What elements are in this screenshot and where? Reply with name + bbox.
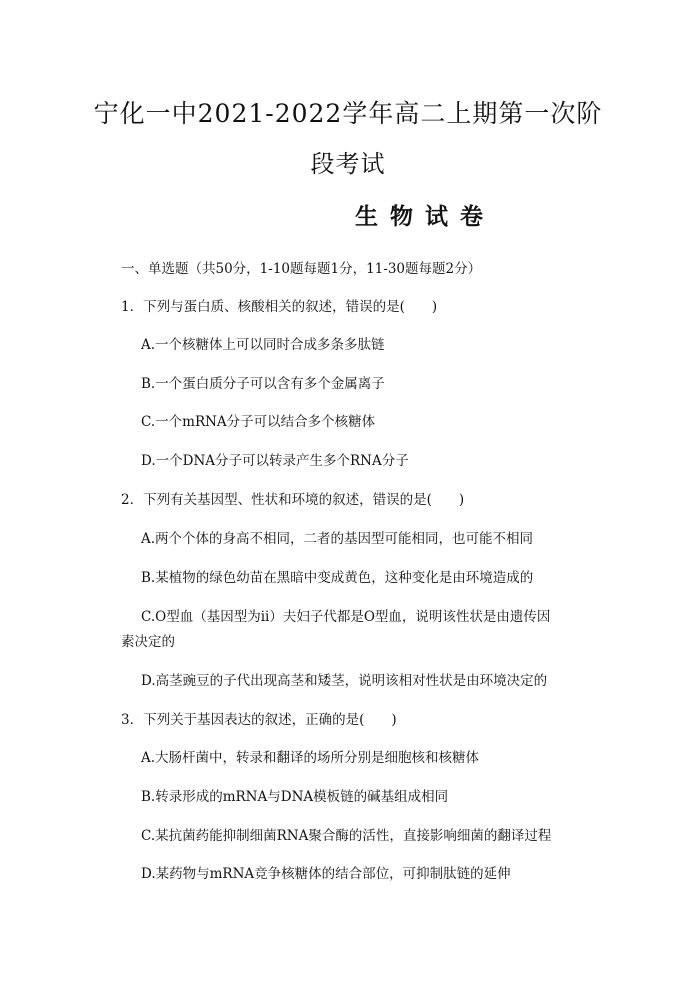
question-3-option-d: D.某药物与mRNA竞争核糖体的结合部位，可抑制肽链的延伸	[141, 866, 511, 882]
question-3-stem: 3．下列关于基因表达的叙述，正确的是( )	[121, 712, 397, 728]
exam-title-line-1: 宁化一中2021-2022学年高二上期第一次阶	[93, 99, 603, 128]
question-3-option-b: B.转录形成的mRNA与DNA模板链的碱基组成相同	[141, 789, 449, 805]
question-2-option-a: A.两个个体的身高不相同，二者的基因型可能相同，也可能不相同	[141, 531, 534, 547]
question-3-option-a: A.大肠杆菌中，转录和翻译的场所分别是细胞核和核糖体	[141, 750, 480, 766]
question-1-option-a: A.一个核糖体上可以同时合成多条多肽链	[141, 337, 385, 353]
section-header: 一、单选题（共50分，1-10题每题1分，11-30题每题2分）	[121, 261, 482, 277]
question-2-option-c: C.O型血（基因型为ii）夫妇子代都是O型血，说明该性状是由遗传因	[141, 609, 551, 625]
question-2-option-c-continuation: 素决定的	[121, 634, 175, 650]
question-2-stem: 2．下列有关基因型、性状和环境的叙述，错误的是( )	[121, 492, 465, 508]
question-1-option-c: C.一个mRNA分子可以结合多个核糖体	[141, 414, 376, 430]
question-2-option-d: D.高茎豌豆的子代出现高茎和矮茎，说明该相对性状是由环境决定的	[141, 673, 548, 689]
question-3-option-c: C.某抗菌药能抑制细菌RNA聚合酶的活性，直接影响细菌的翻译过程	[141, 828, 552, 844]
question-2-option-b: B.某植物的绿色幼苗在黑暗中变成黄色，这种变化是由环境造成的	[141, 570, 534, 586]
question-1-option-d: D.一个DNA分子可以转录产生多个RNA分子	[141, 453, 409, 469]
exam-title-line-2: 段考试	[310, 150, 386, 178]
question-1-option-b: B.一个蛋白质分子可以含有多个金属离子	[141, 376, 385, 392]
question-1-stem: 1．下列与蛋白质、核酸相关的叙述，错误的是( )	[121, 299, 438, 315]
exam-subtitle: 生物试卷	[355, 204, 495, 230]
